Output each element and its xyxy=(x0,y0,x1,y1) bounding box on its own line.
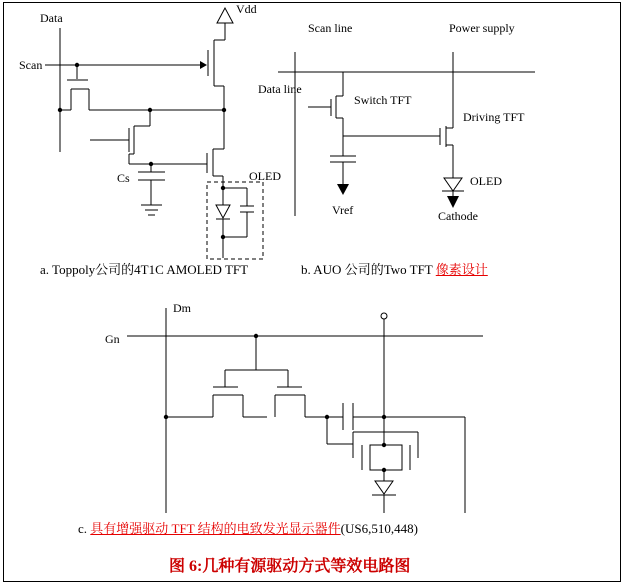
circuit-c-wires xyxy=(127,308,483,513)
label-cs: Cs xyxy=(117,171,130,185)
enhanced-tft-channel-box xyxy=(370,445,402,470)
caption-b xyxy=(301,262,488,277)
label-scan-line: Scan line xyxy=(308,21,353,35)
circuit-b-wires xyxy=(278,52,535,216)
caption-c-prefix: c. xyxy=(78,521,91,536)
vref-arrowhead xyxy=(337,184,349,195)
label-dm: Dm xyxy=(173,301,191,315)
oled-dashed-box xyxy=(207,182,263,259)
label-vdd: Vdd xyxy=(236,2,257,16)
caption-b-text: b. AUO 公司的Two TFT xyxy=(301,262,436,277)
terminal-circle xyxy=(381,313,387,319)
label-driving-tft: Driving TFT xyxy=(463,110,525,124)
label-power-supply: Power supply xyxy=(449,21,515,35)
oled-diode-b xyxy=(444,178,462,191)
label-data-line: Data line xyxy=(258,82,302,96)
caption-c-suffix: (US6,510,448) xyxy=(340,521,418,536)
circuit-a-wires xyxy=(45,8,263,259)
label-gn: Gn xyxy=(105,332,120,346)
oled-diode-a xyxy=(216,205,230,218)
label-switch-tft: Switch TFT xyxy=(354,93,412,107)
caption-c-link[interactable]: 具有增强驱动 TFT 结构的电致发光显示器件 xyxy=(90,521,341,536)
label-oled-a: OLED xyxy=(249,169,281,183)
label-vref: Vref xyxy=(332,203,354,217)
scan-arrowhead xyxy=(200,61,207,69)
caption-c xyxy=(78,521,418,536)
vdd-symbol xyxy=(217,8,233,23)
label-data: Data xyxy=(40,11,63,25)
el-diode-c xyxy=(375,481,393,494)
label-cathode: Cathode xyxy=(438,209,478,223)
caption-b-link[interactable]: 像素设计 xyxy=(435,262,488,277)
cathode-arrowhead xyxy=(447,196,459,208)
caption-a: a. Toppoly公司的4T1C AMOLED TFT xyxy=(40,262,249,277)
label-oled-b: OLED xyxy=(470,174,502,188)
figure-caption: 图 6:几种有源驱动方式等效电路图 xyxy=(169,558,411,575)
label-scan: Scan xyxy=(19,58,43,72)
